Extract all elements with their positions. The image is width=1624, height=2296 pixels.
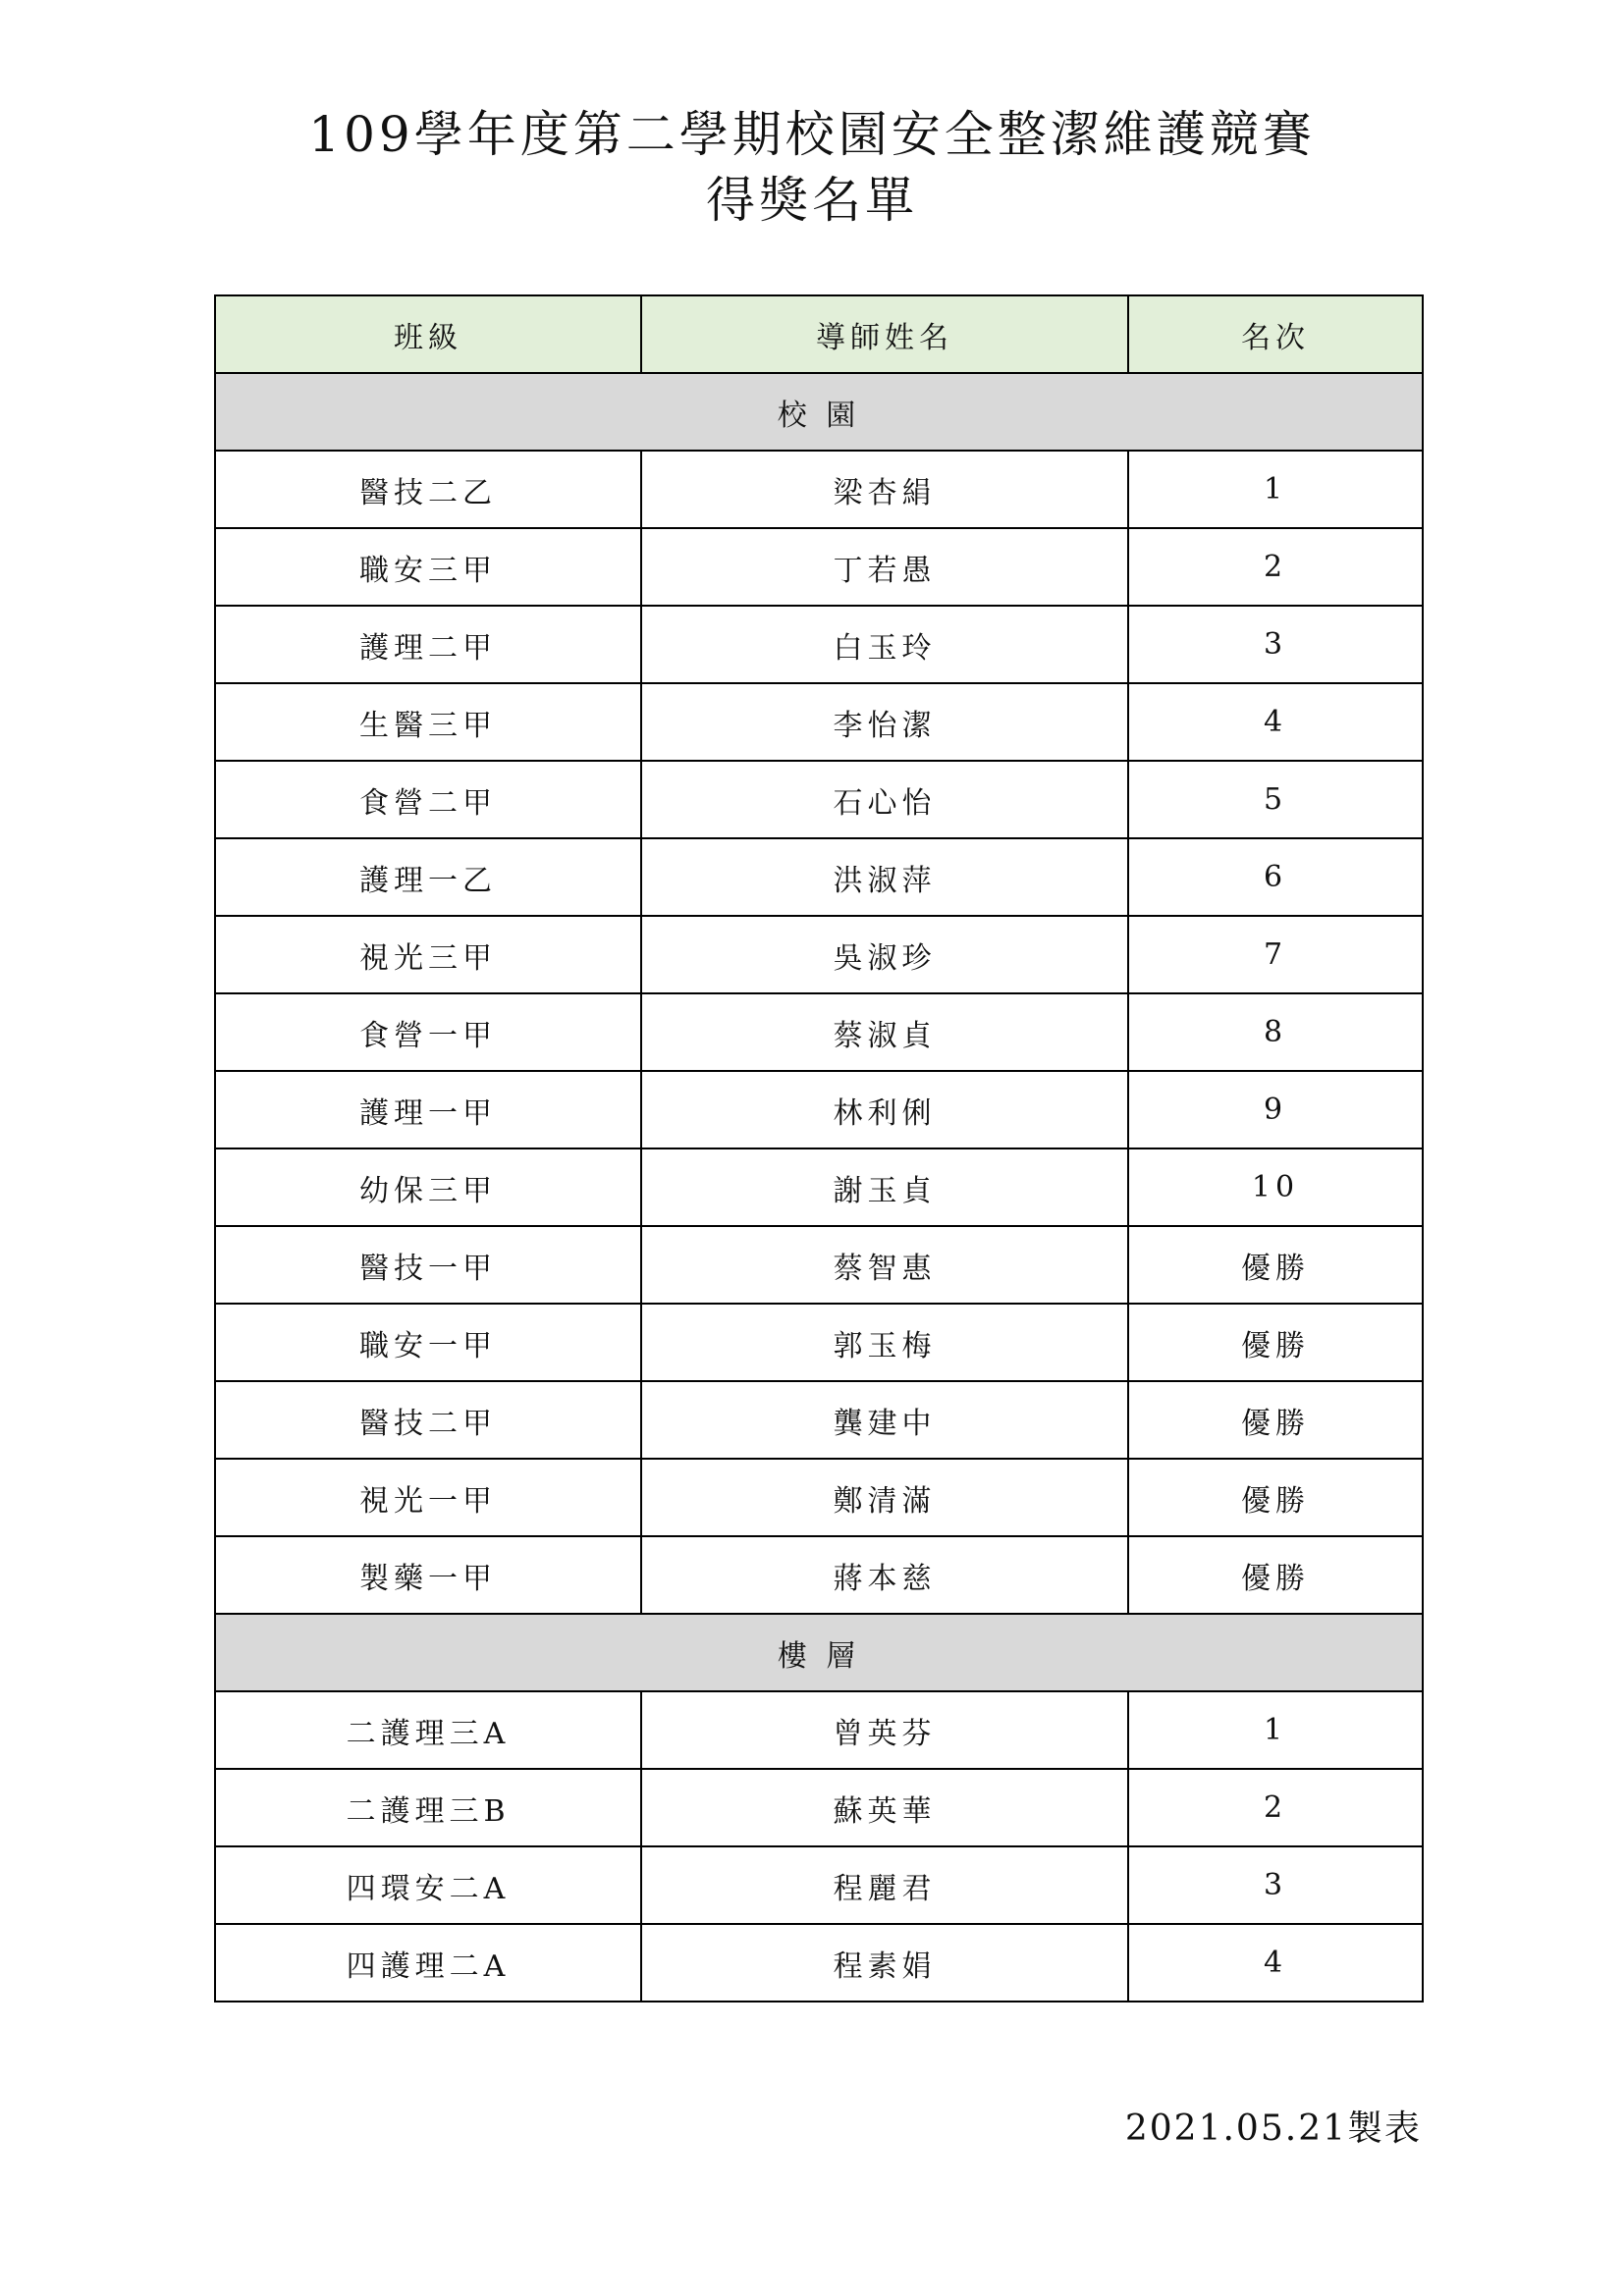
rank-cell: 7 [1128,916,1423,993]
rank-cell: 6 [1128,838,1423,916]
rank-cell: 優勝 [1128,1381,1423,1459]
class-cell: 護理一甲 [215,1071,641,1148]
table-row [215,1536,1423,1614]
table-row [215,1769,1423,1846]
document-title: 109學年度第二學期校園安全整潔維護競賽 [308,106,1316,163]
table-row [215,528,1423,606]
rank-cell: 優勝 [1128,1304,1423,1381]
teacher-cell: 丁若愚 [641,528,1128,606]
class-cell: 二護理三A [215,1691,641,1769]
awards-table [214,294,1424,2002]
table-row [215,916,1423,993]
rank-cell: 優勝 [1128,1226,1423,1304]
table-row [215,1691,1423,1769]
header-teacher: 導師姓名 [641,295,1128,373]
teacher-cell: 謝玉貞 [641,1148,1128,1226]
table-row [215,1846,1423,1924]
class-cell: 生醫三甲 [215,683,641,761]
class-cell: 製藥一甲 [215,1536,641,1614]
teacher-cell: 蔣本慈 [641,1536,1128,1614]
teacher-cell: 曾英芬 [641,1691,1128,1769]
teacher-cell: 林利俐 [641,1071,1128,1148]
teacher-cell: 洪淑萍 [641,838,1128,916]
table-body [215,373,1423,2002]
class-cell: 護理二甲 [215,606,641,683]
class-cell: 職安三甲 [215,528,641,606]
header-class: 班級 [215,295,641,373]
footer-date: 2021.05.21製表 [1124,2109,1422,2149]
table-row [215,1381,1423,1459]
section-row [215,1614,1423,1691]
teacher-cell: 程麗君 [641,1846,1128,1924]
class-cell: 二護理三B [215,1769,641,1846]
teacher-cell: 白玉玲 [641,606,1128,683]
class-cell: 醫技二甲 [215,1381,641,1459]
class-cell: 四護理二A [215,1924,641,2002]
teacher-cell: 郭玉梅 [641,1304,1128,1381]
rank-cell: 優勝 [1128,1536,1423,1614]
teacher-cell: 程素娟 [641,1924,1128,2002]
class-cell: 醫技二乙 [215,451,641,528]
teacher-cell: 蘇英華 [641,1769,1128,1846]
class-cell: 食營一甲 [215,993,641,1071]
class-cell: 視光一甲 [215,1459,641,1536]
teacher-cell: 蔡淑貞 [641,993,1128,1071]
rank-cell: 1 [1128,1691,1423,1769]
class-cell: 食營二甲 [215,761,641,838]
teacher-cell: 龔建中 [641,1381,1128,1459]
class-cell: 視光三甲 [215,916,641,993]
class-cell: 醫技一甲 [215,1226,641,1304]
table-row [215,1924,1423,2002]
table-row [215,1148,1423,1226]
rank-cell: 5 [1128,761,1423,838]
teacher-cell: 鄭清滿 [641,1459,1128,1536]
rank-cell: 4 [1128,1924,1423,2002]
rank-cell: 10 [1128,1148,1423,1226]
table-row [215,1071,1423,1148]
rank-cell: 8 [1128,993,1423,1071]
rank-cell: 1 [1128,451,1423,528]
rank-cell: 3 [1128,1846,1423,1924]
table-row [215,1459,1423,1536]
rank-cell: 9 [1128,1071,1423,1148]
section-label: 校 園 [215,373,1423,451]
rank-cell: 2 [1128,528,1423,606]
class-cell: 幼保三甲 [215,1148,641,1226]
rank-cell: 3 [1128,606,1423,683]
table-row [215,606,1423,683]
teacher-cell: 吳淑珍 [641,916,1128,993]
header-rank: 名次 [1128,295,1423,373]
teacher-cell: 梁杏絹 [641,451,1128,528]
section-row [215,373,1423,451]
teacher-cell: 李怡潔 [641,683,1128,761]
section-label: 樓 層 [215,1614,1423,1691]
table-row [215,1226,1423,1304]
class-cell: 職安一甲 [215,1304,641,1381]
table-row [215,761,1423,838]
class-cell: 護理一乙 [215,838,641,916]
teacher-cell: 石心怡 [641,761,1128,838]
table-row [215,993,1423,1071]
rank-cell: 2 [1128,1769,1423,1846]
header-row [215,295,1423,373]
document-subtitle: 得獎名單 [706,172,918,229]
table-row [215,451,1423,528]
class-cell: 四環安二A [215,1846,641,1924]
rank-cell: 4 [1128,683,1423,761]
rank-cell: 優勝 [1128,1459,1423,1536]
teacher-cell: 蔡智惠 [641,1226,1128,1304]
table-row [215,1304,1423,1381]
table-row [215,838,1423,916]
table-row [215,683,1423,761]
